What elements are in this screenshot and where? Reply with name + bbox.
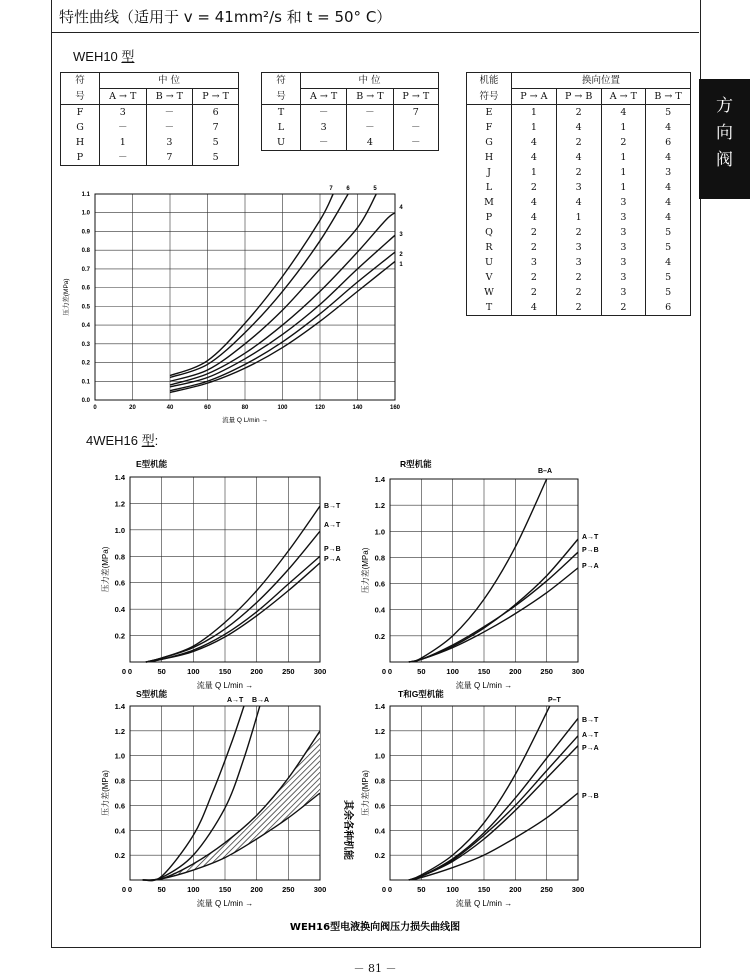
chart4-ytick-label: 0.2 [374, 851, 385, 861]
chart2-ytick-label: 0.6 [374, 579, 385, 589]
table-head-cell: 换向位置 [512, 73, 691, 89]
table-cell: 3 [601, 270, 646, 285]
table-cell: － [146, 105, 193, 121]
chart0-xtick-label: 40 [166, 405, 174, 411]
table-cell: 2 [512, 225, 557, 240]
chart1-series-line [146, 531, 320, 662]
table-cell: 6 [193, 105, 239, 121]
table-cell: U [467, 255, 512, 270]
weh16-heading-colon: : [154, 433, 159, 448]
chart3-ytick-label: 0.4 [114, 826, 125, 836]
table-cell: 4 [512, 210, 557, 225]
chart2-ylabel: 压力差(MPa) [361, 547, 370, 594]
table-cell: 1 [601, 165, 646, 180]
table-head-cell: A → T [601, 89, 646, 105]
table-cell: 6 [646, 300, 691, 316]
table-cell: 4 [646, 210, 691, 225]
chart0-ytick-label: 0.6 [81, 285, 90, 292]
table-head-cell: B → T [347, 89, 393, 105]
chart4-xtick-label: 0 [387, 885, 393, 894]
table-cell: 4 [512, 150, 557, 165]
chart0-ytick-label: 0.5 [81, 304, 90, 311]
table-cell: M [467, 195, 512, 210]
chart3-xtick-label: 300 [313, 885, 327, 894]
chart2-xtick-label: 200 [509, 667, 522, 676]
table-head-cell: P → B [556, 89, 601, 105]
table-cell: 2 [556, 225, 601, 240]
chart0-series-label: 6 [346, 186, 350, 192]
table-cell: 5 [646, 240, 691, 255]
table-cell: － [301, 135, 347, 151]
page-title: 特性曲线（适用于 v = 41mm²/s 和 t = 50° C） [59, 8, 392, 26]
chart4-xtick-label: 50 [417, 885, 426, 894]
table-cell: 4 [512, 195, 557, 210]
table-cell: 2 [512, 285, 557, 300]
chart4-xtick-label: 250 [540, 885, 553, 894]
chart1-ytick-label: 1.4 [114, 473, 125, 482]
table-cell: G [61, 120, 100, 135]
table-cell: V [467, 270, 512, 285]
chart1-xtick-label: 200 [250, 667, 263, 676]
table-cell: 3 [301, 120, 347, 135]
table-cell: 2 [512, 270, 557, 285]
table-cell: Q [467, 225, 512, 240]
table-cell: － [393, 120, 438, 135]
table-cell: － [100, 150, 147, 166]
chart2-xtick-label: 300 [571, 667, 585, 676]
table-cell: 2 [512, 180, 557, 195]
chart3-ytick-label: 0.6 [114, 801, 125, 811]
table-cell: 5 [646, 105, 691, 121]
table-head-cell: P → A [512, 89, 557, 105]
table-head-cell: A → T [100, 89, 147, 105]
table-cell: E [467, 105, 512, 121]
table-cell: 4 [646, 255, 691, 270]
table-cell: 5 [646, 285, 691, 300]
chart1-origin-label: 0 [121, 667, 126, 676]
table-cell: 3 [601, 195, 646, 210]
table-cell: 2 [601, 135, 646, 150]
chart1-xtick-label: 300 [313, 667, 327, 676]
table-head-cell: 中 位 [301, 73, 439, 89]
weh10-heading-suffix: 型 [121, 49, 135, 64]
chart0-ytick-label: 0.9 [81, 229, 90, 236]
chart2-ytick-label: 0.8 [374, 553, 385, 563]
chart0-series-label: 2 [399, 252, 403, 258]
chart3-ytick-label: 1.0 [114, 751, 125, 761]
table-cell: 4 [646, 180, 691, 195]
chart4-xtick-label: 200 [509, 885, 522, 894]
table-cell: 4 [556, 195, 601, 210]
chart0-series-label: 3 [399, 232, 403, 238]
table-head-cell: 号 [262, 89, 301, 105]
chart3-series-label: A→T [227, 697, 244, 704]
section-tab-char: 方 [716, 96, 733, 116]
table-cell: 1 [601, 120, 646, 135]
chart2-series-label: B–A [538, 468, 553, 475]
chart4-ytick-label: 0.8 [374, 776, 385, 786]
chart1-series-label: A→T [324, 522, 341, 529]
chart0-xtick-label: 120 [314, 405, 326, 411]
chart3-ytick-label: 1.2 [114, 726, 125, 736]
table-head-cell: 符 [262, 73, 301, 89]
table-head-cell: B → T [646, 89, 691, 105]
chart2-ytick-label: 0.2 [374, 631, 385, 641]
table-cell: 4 [512, 135, 557, 150]
chart4-origin-label: 0 [381, 885, 386, 894]
table-cell: 1 [512, 165, 557, 180]
table-cell: 3 [646, 165, 691, 180]
table-cell: 3 [100, 105, 147, 121]
table-cell: 2 [556, 270, 601, 285]
chart3-ytick-label: 0.8 [114, 776, 125, 786]
table-cell: 4 [556, 120, 601, 135]
figure-caption: WEH16型电液换向阀压力损失曲线图 [289, 922, 461, 933]
table-cell: 2 [556, 165, 601, 180]
table-cell: 3 [146, 135, 193, 150]
chart0-series-label: 1 [399, 262, 403, 268]
table-cell: 5 [646, 270, 691, 285]
chart0-xtick-label: 60 [204, 405, 211, 411]
table-cell: － [393, 135, 438, 151]
table-head-cell: P → T [193, 89, 239, 105]
chart4-series-label: A→T [582, 732, 599, 739]
chart0-ytick-label: 0.7 [81, 266, 90, 273]
table-cell: 2 [556, 135, 601, 150]
chart3-xtick-label: 250 [282, 885, 295, 894]
chart4-series-label: B→T [582, 717, 599, 724]
chart2-series-line [409, 568, 578, 662]
table-cell: 1 [601, 150, 646, 165]
table-cell: H [61, 135, 100, 150]
chart4-ytick-label: 0.4 [374, 826, 385, 836]
chart1-xtick-label: 100 [187, 667, 200, 676]
table-head-cell: A → T [301, 89, 347, 105]
table-cell: 2 [556, 105, 601, 121]
table-head-cell: 符号 [467, 89, 512, 105]
table-cell: － [301, 105, 347, 121]
chart4-xtick-label: 150 [477, 885, 491, 894]
chart4-series-line [409, 736, 578, 880]
chart4-series-line [409, 706, 550, 880]
chart4-xtick-label: 100 [446, 885, 459, 894]
chart0-series-label: 4 [399, 205, 403, 211]
table-cell: 6 [646, 135, 691, 150]
table-cell: L [467, 180, 512, 195]
table-cell: R [467, 240, 512, 255]
chart4-series-label: P–T [548, 697, 561, 704]
table-cell: 5 [193, 150, 239, 166]
chart3-xtick-label: 50 [157, 885, 166, 894]
chart0-xtick-label: 80 [241, 405, 249, 411]
table-cell: 5 [193, 135, 239, 150]
table-cell: 2 [601, 300, 646, 316]
chart4-title: T和G型机能 [398, 689, 444, 699]
chart2-origin-label: 0 [381, 667, 386, 676]
table-cell: 3 [556, 180, 601, 195]
chart1-xtick-label: 50 [157, 667, 166, 676]
chart3-series-label: B→A [252, 697, 270, 704]
chart1-xtick-label: 0 [127, 667, 133, 676]
table-cell: － [146, 120, 193, 135]
chart0-series-label: 5 [373, 186, 377, 192]
chart1-ytick-label: 1.2 [114, 499, 125, 509]
table-cell: 1 [100, 135, 147, 150]
chart2-xtick-label: 0 [387, 667, 393, 676]
chart0-ylabel: 压力差(MPa) [63, 278, 70, 316]
chart1-ytick-label: 0.8 [114, 552, 125, 562]
chart4-series-label: P→B [582, 793, 599, 800]
table-cell: T [467, 300, 512, 316]
chart2-xtick-label: 250 [540, 667, 553, 676]
table-cell: 3 [601, 210, 646, 225]
chart3-xtick-label: 150 [218, 885, 232, 894]
chart0-series-label: 7 [329, 186, 333, 192]
chart0-ytick-label: 0.2 [81, 360, 90, 367]
table-cell: 7 [146, 150, 193, 166]
table-cell: H [467, 150, 512, 165]
table-cell: 4 [601, 105, 646, 121]
chart4-xlabel: 流量 Q L/min → [455, 899, 513, 908]
chart2-xlabel: 流量 Q L/min → [455, 681, 513, 690]
table-cell: 2 [556, 300, 601, 316]
chart1-title: E型机能 [136, 459, 168, 469]
chart3-ytick-label: 0.2 [114, 851, 125, 861]
other-functions-note: 其余各种机能 [342, 800, 353, 860]
table-cell: G [467, 135, 512, 150]
table-cell: J [467, 165, 512, 180]
chart1-ytick-label: 0.4 [114, 605, 125, 615]
table-cell: － [347, 105, 393, 121]
chart1-series-line [146, 506, 320, 662]
chart0-xlabel: 流量 Q L/min → [222, 417, 268, 424]
chart2-ytick-label: 1.2 [374, 501, 385, 511]
chart0-ytick-label: 1.1 [81, 192, 90, 198]
table-cell: F [61, 105, 100, 121]
table-cell: 4 [646, 150, 691, 165]
table-cell: 4 [512, 300, 557, 316]
chart1-series-label: P→B [324, 546, 341, 553]
chart2-xtick-label: 50 [417, 667, 426, 676]
table-cell: 4 [646, 120, 691, 135]
chart4-ytick-label: 1.2 [374, 726, 385, 736]
chart3-ylabel: 压力差(MPa) [101, 770, 110, 816]
chart2-series-label: A→T [582, 534, 599, 541]
table-cell: 3 [601, 285, 646, 300]
table-cell: T [262, 105, 301, 121]
chart1-xlabel: 流量 Q L/min → [196, 681, 254, 690]
chart1-xtick-label: 250 [282, 667, 295, 676]
chart4-xtick-label: 300 [571, 885, 585, 894]
chart3-origin-label: 0 [121, 885, 126, 894]
chart1-ytick-label: 1.0 [114, 525, 125, 535]
table-cell: 1 [601, 180, 646, 195]
table-cell: － [347, 120, 393, 135]
chart3-xtick-label: 0 [127, 885, 133, 894]
table-cell: 7 [193, 120, 239, 135]
chart1-ytick-label: 0.6 [114, 578, 125, 588]
chart2-series-label: P→A [582, 563, 599, 570]
chart4-series-line [409, 718, 578, 880]
chart0-xtick-label: 160 [389, 405, 401, 411]
chart0-xtick-label: 100 [277, 405, 288, 411]
table-cell: U [262, 135, 301, 151]
chart3-xlabel: 流量 Q L/min → [196, 899, 254, 908]
table-cell: 3 [601, 255, 646, 270]
table-cell: F [467, 120, 512, 135]
table-cell: 4 [646, 195, 691, 210]
weh16-heading-model: 4WEH16 [86, 433, 142, 448]
chart2-ytick-label: 1.4 [374, 475, 385, 484]
table-cell: L [262, 120, 301, 135]
chart0-ytick-label: 0.3 [81, 341, 90, 348]
chart0-ytick-label: 1.0 [81, 210, 90, 217]
chart1-ytick-label: 0.2 [114, 631, 125, 641]
table-cell: 3 [556, 255, 601, 270]
chart3-xtick-label: 100 [187, 885, 200, 894]
chart0-xtick-label: 0 [93, 405, 97, 411]
table-cell: 3 [512, 255, 557, 270]
table-head-cell: B → T [146, 89, 193, 105]
chart3-xtick-label: 200 [250, 885, 263, 894]
table-cell: 3 [601, 240, 646, 255]
table-head-cell: P → T [393, 89, 438, 105]
weh10-heading-model: WEH10 [73, 49, 122, 64]
table-cell: W [467, 285, 512, 300]
chart4-ytick-label: 1.0 [374, 751, 385, 761]
table-cell: 1 [512, 120, 557, 135]
page-number: － 81 － [353, 962, 397, 975]
chart2-series-label: P→B [582, 547, 599, 554]
chart4-ytick-label: 1.4 [374, 702, 385, 711]
chart2-ytick-label: 0.4 [374, 605, 385, 615]
chart4-series-label: P→A [582, 745, 599, 752]
table-cell: 2 [556, 285, 601, 300]
table-cell: 4 [556, 150, 601, 165]
table-cell: 7 [393, 105, 438, 121]
chart0-ytick-label: 0.8 [81, 248, 90, 255]
table-cell: 4 [347, 135, 393, 151]
chart2-title: R型机能 [400, 459, 432, 469]
weh16-heading-suffix: 型 [141, 433, 155, 448]
chart1-series-line [146, 563, 320, 662]
chart3-ytick-label: 1.4 [114, 702, 125, 711]
chart4-ytick-label: 0.6 [374, 801, 385, 811]
chart1-series-label: P→A [324, 556, 341, 563]
table-cell: － [100, 120, 147, 135]
table-cell: 3 [556, 240, 601, 255]
chart2-xtick-label: 150 [477, 667, 491, 676]
chart3-title: S型机能 [136, 689, 168, 699]
table-head-cell: 号 [61, 89, 100, 105]
chart0-ytick-label: 0.4 [81, 323, 90, 330]
chart2-xtick-label: 100 [446, 667, 459, 676]
chart1-series-label: B→T [324, 503, 341, 510]
table-cell: 1 [512, 105, 557, 121]
table-cell: 5 [646, 225, 691, 240]
table-head-cell: 中 位 [100, 73, 239, 89]
table-cell: P [61, 150, 100, 166]
table-head-cell: 符 [61, 73, 100, 89]
chart2-ytick-label: 1.0 [374, 527, 385, 537]
chart1-xtick-label: 150 [218, 667, 232, 676]
section-tab-char: 向 [716, 123, 733, 143]
section-tab-char: 阀 [716, 150, 733, 170]
chart0-xtick-label: 140 [352, 405, 363, 411]
chart0-ytick-label: 0.1 [81, 379, 90, 386]
table-cell: 1 [556, 210, 601, 225]
table-cell: P [467, 210, 512, 225]
chart0-xtick-label: 20 [129, 405, 136, 411]
table-cell: 3 [601, 225, 646, 240]
table-head-cell: 机能 [467, 73, 512, 89]
chart3-series-line [143, 706, 260, 880]
chart1-ylabel: 压力差(MPa) [101, 546, 110, 593]
chart0-ytick-label: 0.0 [81, 398, 90, 404]
table-cell: 2 [512, 240, 557, 255]
chart4-ylabel: 压力差(MPa) [361, 770, 370, 816]
